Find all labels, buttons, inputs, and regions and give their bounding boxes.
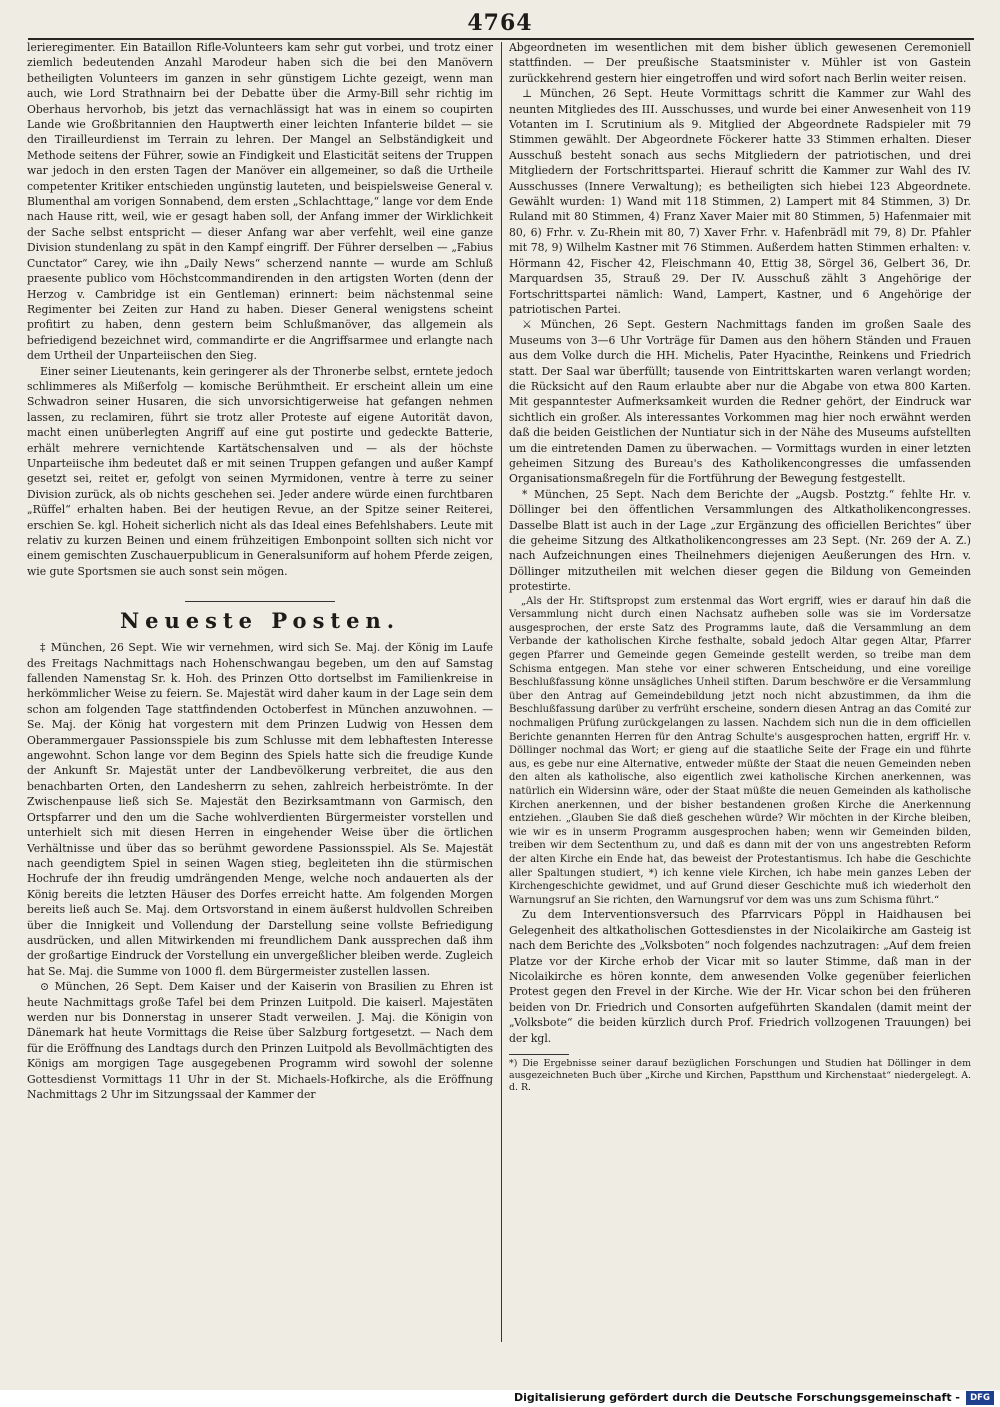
right-column <box>509 40 971 1340</box>
news-item: ‡ München, 26 Sept. Wie wir vernehmen, wird sich Se. Maj. der König im Laufe des Freitags Nachmittags nach Hohenschwangau begeben, um den auf Samstag fallenden Namenstag Sr. k. Hoh. des Prinzen Otto dortselbst im Familienkreise in herkömmlicher Weise zu feiern. Se. Majestät wird daher kaum in der Lage sein dem schon am folgenden Tage stattfindenden Octoberfest in München anzuwohnen. — Se. Maj. der König hat vorgestern mit dem Prinzen Ludwig von Hessen dem Oberammergauer Passionsspiele bis zum Schlusse mit dem lebhaftesten Interesse angewohnt. Schon lange vor dem Beginn des Spiels hatte sich die freudige Kunde der Ankunft Sr. Majestät unter der Landbevölkerung verbreitet, die aus den benachbarten Orten, den Landesherrn zu sehen, zahlreich herbeiströmte. In der Zwischenpause ließ sich Se. Majestät den Bezirksamtmann von Garmisch, den Ortspfarrer und den um die Sache wohlverdienten Bürgermeister vorstellen und unterhielt sich mit diesen Herren in eingehender Weise über die örtlichen Verhältnisse und über das so berühmt gewordene Passionsspiel. Als Se. Majestät nach geendigtem Spiel in seinen Wagen stieg, begleiteten ihn die stürmischen Hochrufe der ihn freudig umdrängenden Menge, welche noch andauerten als der König bereits die letzten Häuser des Dorfes erreicht hatte. Am folgenden Morgen bereits ließ auch Se. Maj. dem Ortsvorstand in einem äußerst huldvollen Schreiben über die Innigkeit und Vollendung der Darstellung seine vollste Befriedigung ausdrücken, und allen Mitwirkenden mi freundlichem Dank aussprechen daß ihm der großartige Eindruck der Vorstellung ein unvergeßlicher bleiben werde. Zugleich hat Se. Maj. die Summe von 1000 fl. dem Bürgermeister zustellen lassen. <box>27 641 493 978</box>
news-item: ⊙ München, 26 Sept. Dem Kaiser und der Kaiserin von Brasilien zu Ehren ist heute Nachmittags große Tafel bei dem Prinzen Luitpold. Die kaiserl. Majestäten werden nur bis Donnerstag in unserer Stadt verweilen. J. Maj. die Königin von Dänemark hat heute Vormittags die Reise über Salzburg fortgesetzt. — Nach dem für die Eröffnung des Landtags durch den Prinzen Luitpold als Bevollmächtigten des Königs am morgigen Tage ausgegebenen Programm wird sowohl der solenne Gottesdienst Vormittags 11 Uhr in der St. Michaels-Hofkirche, als die Eröffnung Nachmittags 2 Uhr im Sitzungssaal der Kammer der <box>27 980 493 1101</box>
article-paragraph: Abgeordneten im wesentlichen mit dem bisher üblich gewesenen Ceremoniell stattfinden. — Der preußische Staatsminister v. Mühler ist von Gastein zurückkehrend gestern hier eingetroffen und wird sofort nach Berlin weiter reisen. <box>509 41 971 85</box>
footnote-text: *) Die Ergebnisse seiner darauf bezüglichen Forschungen und Studien hat Döllinger in dem ausgezeichneten Buch über „Kirche und Kirchen, Papstthum und Kirchenstaat“ niedergelegt. A. d. R. <box>509 1057 971 1093</box>
section-separator <box>185 601 335 602</box>
footer-credit: Digitalisierung gefördert durch die Deutsche Forschungsgemeinschaft - <box>513 1391 960 1404</box>
article-paragraph: lerieregimenter. Ein Bataillon Rifle-Volunteers kam sehr gut vorbei, und trotz einer ziemlich bedeutenden Anzahl Marodeur haben sich die bei den Manövern betheiligten Volunteers im ganzen in sehr günstigem Lichte gezeigt, wenn man auch, wie Lord Strathnairn bei der Debatte über die Army-Bill sehr richtig im Oberhaus hervorhob, bis jetzt das vernachlässigt hat was in einem so coupirten Lande wie Großbritannien den Hauptwerth einer leichten Infanterie bildet — sie den Tirailleurdienst im Terrain zu lehren. Der Mangel an Selbständigkeit und Methode seitens der Führer, sowie an Findigkeit und Elasticität seitens der Truppen war jedoch in den ersten Tagen der Manöver ein allgemeiner, so daß die Urtheile competenter Kritiker entschieden ungünstig lauteten, und beispielsweise General v. Blumenthal am vorigen Sonnabend, dem ersten „Schlachttage,“ lange vor dem Ende nach Hause ritt, weil, wie er gesagt haben soll, der Anfang immer der Wirklichkeit der Sache selbst entspricht — dieser Anfang war aber verfehlt, weil eine ganze Division stundenlang zu spät in den Kampf eingriff. Der Führer derselben — „Fabius Cunctator“ Carey, wie ihn „Daily News“ scherzend nannte — wurde am Schluß praesente publico vom Höchstcommandirenden in den artigsten Worten (denn der Herzog v. Cambridge ist ein Gentleman) erinnert: beim nächstenmal seine Regimenter bei Zeiten zur Hand zu haben. Dieser General wenigstens scheint profitirt zu haben, denn gestern beim Schlußmanöver, das allgemein als befriedigend bezeichnet wird, commandirte er die Angriffsarmee und erlangte nach dem Urtheil der Unparteiischen den Sieg. <box>27 41 493 363</box>
footnote-rule <box>509 1054 569 1055</box>
news-item: ⊥ München, 26 Sept. Heute Vormittags schritt die Kammer zur Wahl des neunten Mitgliedes des III. Ausschusses, und wurde bei einer Anwesenheit von 119 Votanten im I. Scrutinium als 9. Mitglied der Abgeordnete Radspieler mit 79 Stimmen gewählt. Der Abgeordnete Föckerer hatte 33 Stimmen erhalten. Dieser Ausschuß besteht sonach aus sechs Mitgliedern der patriotischen, und drei Mitgliedern der Fortschrittspartei. Hierauf schritt die Kammer zur Wahl des IV. Ausschusses (Innere Verwaltung); es betheiligten sich hiebei 123 Abgeordnete. Gewählt wurden: 1) Wand mit 118 Stimmen, 2) Lampert mit 84 Stimmen, 3) Dr. Ruland mit 80 Stimmen, 4) Franz Xaver Maier mit 80 Stimmen, 5) Hafenmaier mit 80, 6) Frhr. v. Zu-Rhein mit 80, 7) Xaver Frhr. v. Hafenbrädl mit 79, 8) Dr. Pfahler mit 78, 9) Wilhelm Kastner mit 76 Stimmen. Außerdem hatten Stimmen erhalten: v. Hörmann 42, Fischer 42, Fleischmann 40, Ettig 38, Sörgel 36, Gelbert 36, Dr. Marquardsen 35, Strauß 29. Der IV. Ausschuß zählt 3 Angehörige der Fortschrittspartei nämlich: Wand, Lampert, Kastner, und 6 Angehörige der patriotischen Partei. <box>509 87 971 316</box>
footnote <box>509 1058 971 1094</box>
news-item: ⚔ München, 26 Sept. Gestern Nachmittags fanden im großen Saale des Museums von 3—6 Uhr Vorträge für Damen aus den höhern Ständen und Frauen aus dem Volke durch die HH. Michelis, Pater Hyacinthe, Reinkens und Friedrich statt. Der Saal war überfüllt; tausende von Eintrittskarten waren verlangt worden; die Rücksicht auf den Raum erlaubte aber nur die Abgabe von etwa 800 Karten. Mit gespanntester Aufmerksamkeit wurden die Redner gehört, der Eindruck war sichtlich ein großer. Als interessantes Vorkommen mag hier noch erwähnt werden daß die beiden Geistlichen der Nuntiatur sich in der Nähe des Museums aufstellten um die eintretenden Damen zu überwachen. — Vormittags wurden in einer letzten geheimen Sitzung des Bureau's des Katholikencongresses die umfassenden Organisationsmaßregeln für die Fortführung der Bewegung festgestellt. <box>509 318 971 486</box>
article-paragraph: Einer seiner Lieutenants, kein geringerer als der Thronerbe selbst, erntete jedoch schlimmeres als Mißerfolg — komische Berühmtheit. Er erscheint allein um eine Schwadron seiner Husaren, die sich unvorsichtigerweise hat gefangen nehmen lassen, zu reclamiren, führt sie trotz aller Proteste auf eigene Autorität davon, macht einen unüberlegten Angriff auf eine gut postirte und gedeckte Batterie, erhält mehrere vernichtende Kartätschensalven und — als der höchste Unparteiische ihm bedeutet daß er mit seinen Truppen gefangen und außer Kampf gesetzt sei, reitet er, gefolgt von seinen Myrmidonen, ventre à terre zu seiner Division zurück, als ob nichts geschehen sei. Jeder andere würde einen furchtbaren „Rüffel“ erhalten haben. Bei der heutigen Revue, an der Spitze seiner Reiterei, erschien Se. kgl. Hoheit sicherlich nicht als das Ideal eines Befehlshabers. Leute mit relativ zu kurzen Beinen und einem frühzeitigen Embonpoint sollten sich nicht vor einem gemischten Zuschauerpublicum in Generalsuniform auf hohem Pferde zeigen, wie gute Sportsmen sie auch sonst sein mögen. <box>27 364 493 578</box>
quoted-report: „Als der Hr. Stiftspropst zum erstenmal das Wort ergriff, wies er darauf hin daß die Versammlung nicht durch einen Nachsatz aufheben solle was sie im Vordersatze ausgesprochen, der erste Satz des Programms laute, daß die Versammlung an dem Verbande der katholischen Kirche festhalte, sobald jedoch Altar gegen Altar, Pfarrer gegen Pfarrer und Gemeinde gegen Gemeinde gestellt werden, so treibe man dem Schisma entgegen. Man stehe vor einer schweren Entscheidung, und eine voreilige Beschlußfassung könne unsägliches Unheil stiften. Darum beschwöre er die Versammlung über den Antrag auf Gemeindebildung jetzt noch nicht abzustimmen, da ihm die Beschlußfassung darüber zu verfrüht erscheine, sondern diesen Antrag an das Comité zur nochmaligen Prüfung zurückgelangen zu lassen. Nachdem sich nun die in dem officiellen Berichte genannten Herren für den Antrag Schulte's ausgesprochen hatten, ergriff Hr. v. Döllinger nochmal das Wort; er gieng auf die staatliche Seite der Frage ein und führte aus, es gebe nur eine Alternative, entweder müßte der Staat die neuen Gemeinden neben den alten als katholische, also eigentlich zwei katholische Kirchen anerkennen, was natürlich ein Widersinn wäre, oder der Staat müßte die neuen Gemeinden als katholische Kirchen anerkennen, und der bisher bestandenen großen Kirche die Anerkennung entziehen. „Glauben Sie daß dieß geschehen würde? Wir möchten in der Kirche bleiben, wie wir es in unserm Programm ausgesprochen haben; wenn wir Gemeinden bilden, treiben wir dem Sectenthum zu, und daß es dann mit der von uns angestrebten Reform der alten Kirche ein Ende hat, das beweist der Protestantismus. Ich habe die Geschichte aller Spaltungen studiert, *) ich kenne viele Kirchen, ich habe mein ganzes Leben der Kirchengeschichte gewidmet, und auf Grund dieser Geschichte muß ich wiederholt den Warnungsruf an Sie richten, den Warnungsruf vor dem was uns zum Schisma führt.“ <box>509 595 971 906</box>
dfg-logo-icon: DFG <box>966 1391 994 1405</box>
page-number: 4764 <box>467 10 533 36</box>
news-item: Zu dem Interventionsversuch des Pfarrvicars Pöppl in Haidhausen bei Gelegenheit des altkatholischen Gottesdienstes in der Nicolaikirche am Gasteig ist nach dem Berichte des „Volksboten“ noch folgendes nachzutragen: „Auf dem freien Platze vor der Kirche erhob der Vicar mit so lauter Stimme, daß man in der Nicolaikirche es hören konnte, dem anwesenden Volke gegenüber feierlichen Protest gegen den Frevel in der Kirche. Wie der Hr. Vicar schon bei den früheren beiden von Dr. Friedrich und Consorten aufgeführten Skandalen (damit meint der „Volksbote“ die beiden kürzlich durch Prof. Friedrich vollzogenen Trauungen) bei der kgl. <box>509 908 971 1045</box>
section-title: Neueste Posten. <box>119 608 401 634</box>
column-divider <box>501 42 502 1342</box>
news-item: * München, 25 Sept. Nach dem Berichte der „Augsb. Postztg.“ fehlte Hr. v. Döllinger bei den öffentlichen Versammlungen des Altkatholikencongresses. Dasselbe Blatt ist auch in der Lage „zur Ergänzung des officiellen Berichtes“ über die geheime Sitzung des Altkatholikencongresses am 23 Sept. (Nr. 269 der A. Z.) nach Aufzeichnungen eines Theilnehmers diejenigen Aeußerungen des Hrn. v. Döllinger mitzutheilen mit welchen dieser gegen die Bildung von Gemeinden protestirte. <box>509 487 971 594</box>
left-column <box>27 40 493 1362</box>
footer-bar <box>0 1390 1000 1407</box>
